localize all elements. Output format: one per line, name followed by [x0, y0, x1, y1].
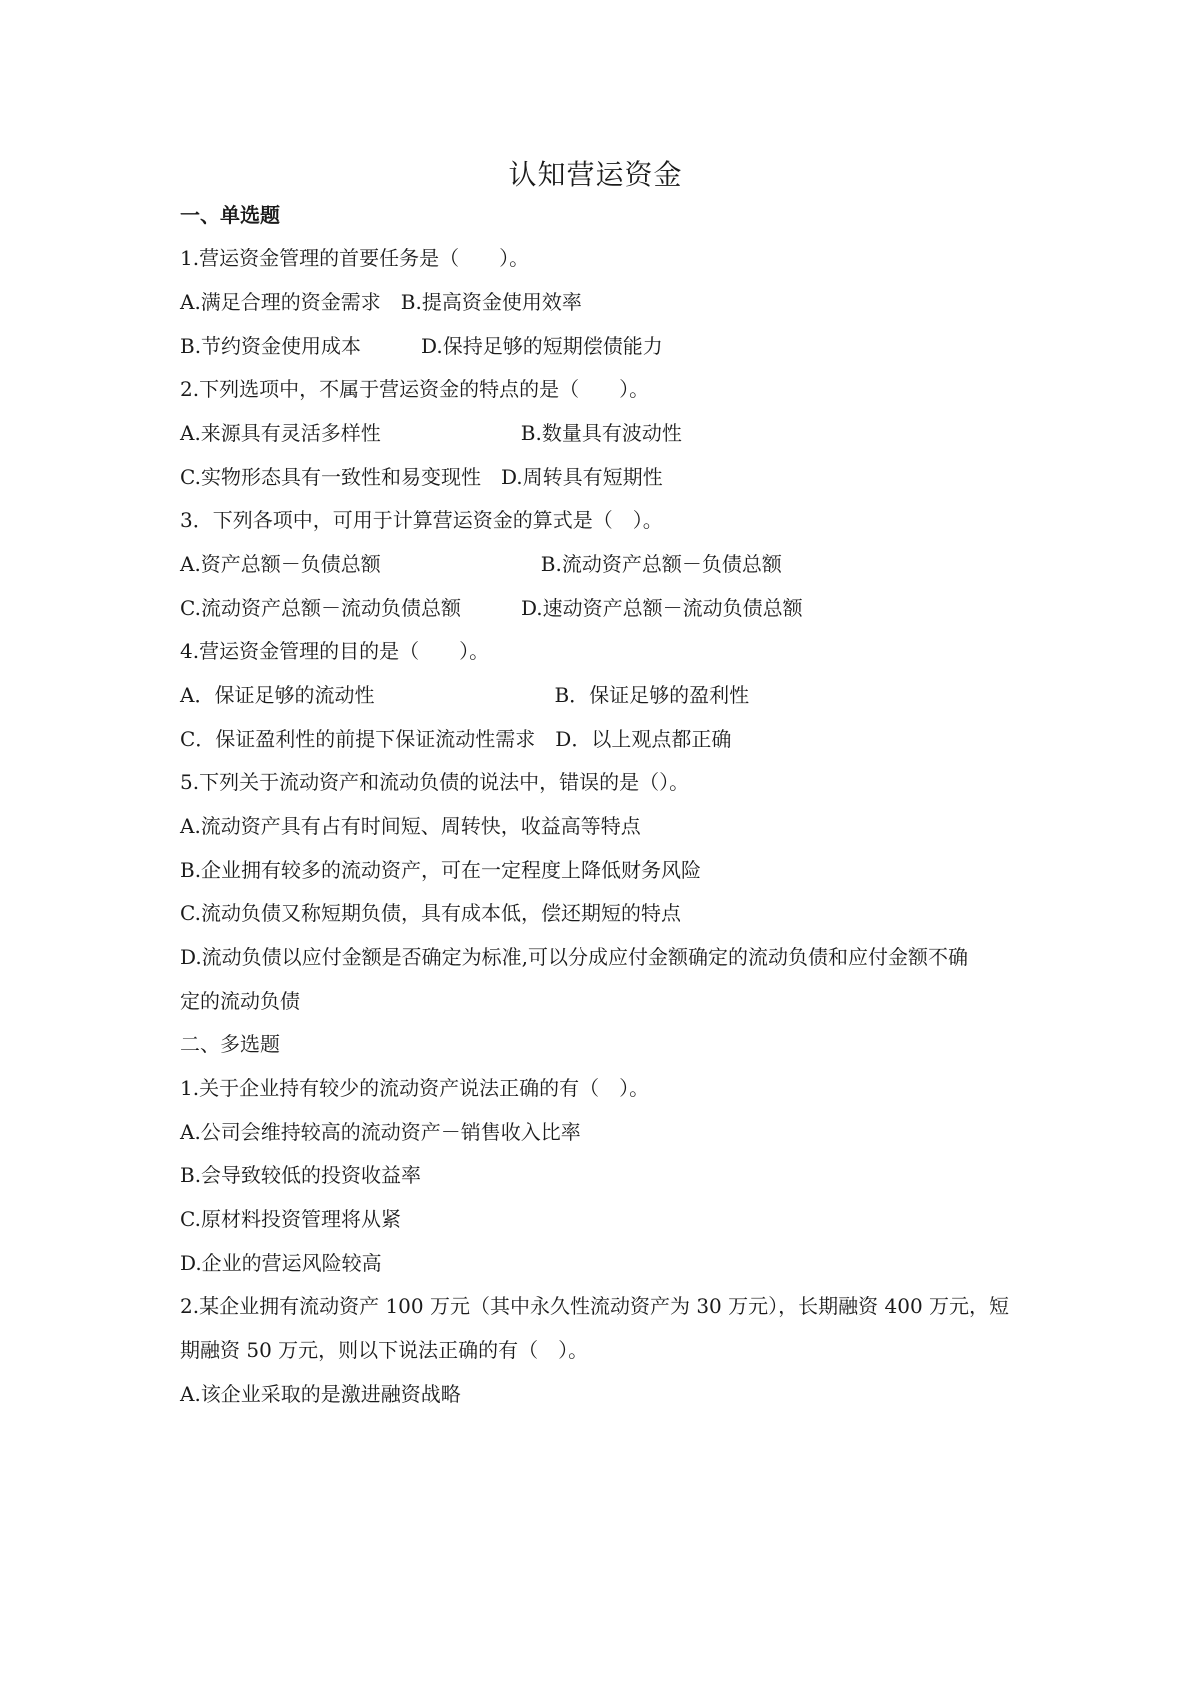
question-4-stem: 4.营运资金管理的目的是（ ）。 [180, 639, 490, 663]
question-1-options-ab: A.满足合理的资金需求 B.提高资金使用效率 [180, 290, 582, 314]
document-title: 认知营运资金 [508, 158, 683, 191]
question-5-option-b: B.企业拥有较多的流动资产，可在一定程度上降低财务风险 [180, 858, 702, 882]
mc-question-1-option-a: A.公司会维持较高的流动资产－销售收入比率 [180, 1120, 581, 1144]
mc-question-1-stem: 1.关于企业持有较少的流动资产说法正确的有（ ）。 [180, 1076, 650, 1100]
question-2-options-ab: A.来源具有灵活多样性 B.数量具有波动性 [180, 421, 682, 445]
section-heading-single-choice: 一、单选题 [180, 203, 280, 227]
question-1-stem: 1.营运资金管理的首要任务是（ ）。 [180, 246, 530, 270]
mc-question-2-stem-line2: 期融资 50 万元，则以下说法正确的有（ ）。 [180, 1338, 589, 1362]
question-5-option-d-line1: D.流动负债以应付金额是否确定为标准,可以分成应付金额确定的流动负债和应付金额不确 [180, 945, 969, 969]
mc-question-1-option-d: D.企业的营运风险较高 [180, 1251, 382, 1275]
section-heading-multiple-choice: 二、多选题 [180, 1032, 280, 1056]
mc-question-1-option-b: B.会导致较低的投资收益率 [180, 1163, 422, 1187]
question-5-option-d-line2: 定的流动负债 [180, 989, 300, 1013]
mc-question-2-stem-line1: 2.某企业拥有流动资产 100 万元（其中永久性流动资产为 30 万元），长期融资 400 万元，短 [180, 1294, 1010, 1318]
question-5-option-a: A.流动资产具有占有时间短、周转快，收益高等特点 [180, 814, 641, 838]
question-1-options-bd: B.节约资金使用成本 D.保持足够的短期偿债能力 [180, 334, 663, 358]
mc-question-2-option-a: A.该企业采取的是激进融资战略 [180, 1382, 461, 1406]
question-2-options-cd: C.实物形态具有一致性和易变现性 D.周转具有短期性 [180, 465, 663, 489]
question-4-options-cd: C．保证盈利性的前提下保证流动性需求 D．以上观点都正确 [180, 727, 732, 751]
question-4-options-ab: A．保证足够的流动性 B．保证足够的盈利性 [180, 683, 750, 707]
question-3-options-ab: A.资产总额－负债总额 B.流动资产总额－负债总额 [180, 552, 782, 576]
question-3-stem: 3．下列各项中，可用于计算营运资金的算式是（ ）。 [180, 508, 663, 532]
question-2-stem: 2.下列选项中，不属于营运资金的特点的是（ ）。 [180, 377, 650, 401]
mc-question-1-option-c: C.原材料投资管理将从紧 [180, 1207, 401, 1231]
question-3-options-cd: C.流动资产总额－流动负债总额 D.速动资产总额－流动负债总额 [180, 596, 803, 620]
question-5-stem: 5.下列关于流动资产和流动负债的说法中，错误的是（）。 [180, 770, 690, 794]
question-5-option-c: C.流动负债又称短期负债，具有成本低，偿还期短的特点 [180, 901, 681, 925]
